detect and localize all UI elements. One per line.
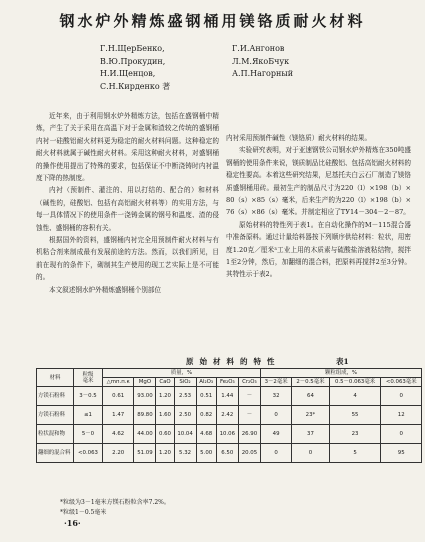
cell-al2o3: 0.82: [196, 406, 216, 425]
paragraph: 本文叙述钢水炉外精炼盛钢桶个别部位: [49, 285, 162, 294]
cell-mgo: 44.00: [134, 425, 156, 444]
cell-sio2: 5.32: [174, 444, 196, 463]
footnote: *粒级1－0.5毫米: [60, 509, 107, 516]
cell-fe2o3: 1.44: [216, 387, 238, 406]
table-number: 表1: [336, 357, 349, 366]
cell-mgo: 89.80: [134, 406, 156, 425]
cell-grain-4: 12: [381, 406, 422, 425]
col-al2o3: Al₂O₃: [196, 378, 216, 387]
cell-delta: 0.61: [103, 387, 134, 406]
col-grain-3: 0.5－0.063毫米: [329, 378, 381, 387]
table-row: [37, 406, 422, 425]
left-column: [36, 110, 219, 296]
cell-delta: 2.20: [103, 444, 134, 463]
cell-granule: 5－0: [74, 425, 103, 444]
cell-cr2o3: 26.90: [238, 425, 260, 444]
col-fe2o3: Fe₂O₃: [216, 378, 238, 387]
cell-delta: 4.62: [103, 425, 134, 444]
cell-grain-2: 0: [292, 444, 329, 463]
cell-material: 翻细的混合料: [37, 444, 74, 463]
author: Н.И.Щенцов,: [100, 69, 156, 78]
right-column: [226, 132, 411, 281]
paragraph: 内衬（预制件、灌注的、用以打结的、配合的）和材料（碱性的，硅酸铝、包括有高铝耐火材料等）的实用方法，与每一具体情况下的使用条件一浇铸金属的钢号和温度、渣的侵蚀性、盛钢桶的容积有关。: [36, 186, 219, 232]
col-grain-2: 2－0.5毫米: [292, 378, 329, 387]
author: С.Н.Кирденко 著: [100, 81, 171, 91]
cell-al2o3: 0.51: [196, 387, 216, 406]
cell-grain-1: 0: [260, 444, 291, 463]
cell-grain-3: 4: [329, 387, 381, 406]
cell-grain-4: 0: [381, 387, 422, 406]
table-notes: [60, 498, 170, 518]
cell-grain-1: 32: [260, 387, 291, 406]
col-grain-4: <0.063毫米: [381, 378, 422, 387]
raw-materials-table: [36, 368, 422, 463]
paragraph: 内衬采用预制件碱性（镁铬质）耐火材料的结果。: [226, 134, 372, 142]
cell-grain-2: 23*: [292, 406, 329, 425]
cell-sio2: 10.04: [174, 425, 196, 444]
table-title: 原始材料的特性: [186, 357, 281, 366]
cell-material: 方镁石粉料: [37, 406, 74, 425]
cell-grain-2: 64: [292, 387, 329, 406]
cell-grain-1: 0: [260, 406, 291, 425]
col-material: 材料: [37, 369, 74, 387]
cell-fe2o3: 10.06: [216, 425, 238, 444]
cell-grain-2: 37: [292, 425, 329, 444]
authors-left: [100, 43, 170, 93]
table-row: [37, 425, 422, 444]
paragraph: 根据国外的资料，盛钢桶内衬完全用预制件耐火材料与有机粘合剂来制成最有发展前途的方法。然而，以我们所见，目前在现有的条件下，砌制其生产使用的现工艺实际上是不可能的。: [36, 236, 219, 282]
col-sio2: SiO₂: [174, 378, 196, 387]
paragraph: 实验研究表明，对于亚速钢铁公司钢水炉外精炼在350吨盛钢桶的使用条件来说，镁质制品比硅酸铝、包括高铝耐火材料的稳定性要高。本着这些研究结果，尼基托夫白云石厂制造了镁铬质盛钢桶用砖。最初生产的制品尺寸为220（l）×198（b）×80（s）×85（s）毫米，后来生产的为220（l）×198（b）×76（s）×86（s）毫米。并制定相应了TУ14－304－2－87。: [226, 146, 411, 217]
col-cr2o3: Cr₂O₃: [238, 378, 260, 387]
cell-granule: ≤1: [74, 406, 103, 425]
author: Г.Н.ЩерБенко,: [100, 44, 165, 53]
col-grain-1: 3－2毫米: [260, 378, 291, 387]
col-granule: 粒级 毫米: [74, 369, 103, 387]
cell-mgo: 51.09: [134, 444, 156, 463]
authors-right: [232, 43, 293, 81]
col-grain-composition: 颗粒组成，%: [260, 369, 421, 378]
author: Л.М.ЯкоБчук: [232, 56, 290, 66]
col-content: 质量，%: [103, 369, 261, 378]
cell-al2o3: 5.00: [196, 444, 216, 463]
footnote: *粒级为3－1毫米方镁石粉粒含率7.2%。: [60, 499, 170, 506]
cell-delta: 1.47: [103, 406, 134, 425]
cell-granule: <0.063: [74, 444, 103, 463]
cell-sio2: 2.53: [174, 387, 196, 406]
cell-grain-3: 23: [329, 425, 381, 444]
cell-fe2o3: 6.50: [216, 444, 238, 463]
table-row: [37, 387, 422, 406]
cell-grain-4: 95: [381, 444, 422, 463]
col-mgo: MgO: [134, 378, 156, 387]
article-title: 钢水炉外精炼盛钢桶用镁铬质耐火材料: [59, 12, 366, 30]
author: В.Ю.Прокудин,: [100, 56, 166, 66]
col-delta: △mп.п.к: [103, 378, 134, 387]
page-number: ·16·: [64, 518, 81, 528]
cell-cao: 1.20: [156, 387, 174, 406]
paragraph: 近年来，由于利用钢水炉外精炼方法，包括在盛钢桶中精炼，产生了关于采用在高温下对于金属和渣较之传统的盛钢桶内衬一硅酸铝耐火材料更为稳定的耐火材料问题。这种稳定的耐火材料就属于碱性耐火材料。采用这种耐火材料，对盛钢桶的操作使用提出了特殊的要求，包括保证不中断浇铸时内衬温度下降的热制度。: [36, 112, 219, 183]
author: Г.И.Ангонов: [232, 44, 285, 53]
cell-grain-4: 0: [381, 425, 422, 444]
cell-granule: 3－0.5: [74, 387, 103, 406]
cell-grain-3: 5: [329, 444, 381, 463]
cell-cao: 1.60: [156, 406, 174, 425]
cell-mgo: 93.00: [134, 387, 156, 406]
author: А.П.Нагорный: [232, 69, 294, 78]
cell-material: 粒状混和物: [37, 425, 74, 444]
cell-cr2o3: 20.05: [238, 444, 260, 463]
col-cao: CaO: [156, 378, 174, 387]
cell-cr2o3: －: [238, 387, 260, 406]
cell-cao: 0.60: [156, 425, 174, 444]
body-text: [0, 110, 425, 355]
cell-grain-1: 49: [260, 425, 291, 444]
paragraph: 原始材料的特性列于表1。在自动化操作的M－115混合器中准备原料。通过计量给料器按下列顺序供给材料：粒状，用密度1.20克／厘米³工业上用的木质素与硫酸盐溶液粘结物，搅拌1至2分钟，然后，加翻细的混合料，把原料再搅拌2至3分钟。其特性示于表2。: [226, 220, 411, 279]
cell-al2o3: 4.68: [196, 425, 216, 444]
cell-fe2o3: 2.42: [216, 406, 238, 425]
cell-cr2o3: －: [238, 406, 260, 425]
cell-cao: 1.20: [156, 444, 174, 463]
cell-sio2: 2.50: [174, 406, 196, 425]
cell-material: 方镁石粉料: [37, 387, 74, 406]
table-row: [37, 444, 422, 463]
cell-grain-3: 55: [329, 406, 381, 425]
